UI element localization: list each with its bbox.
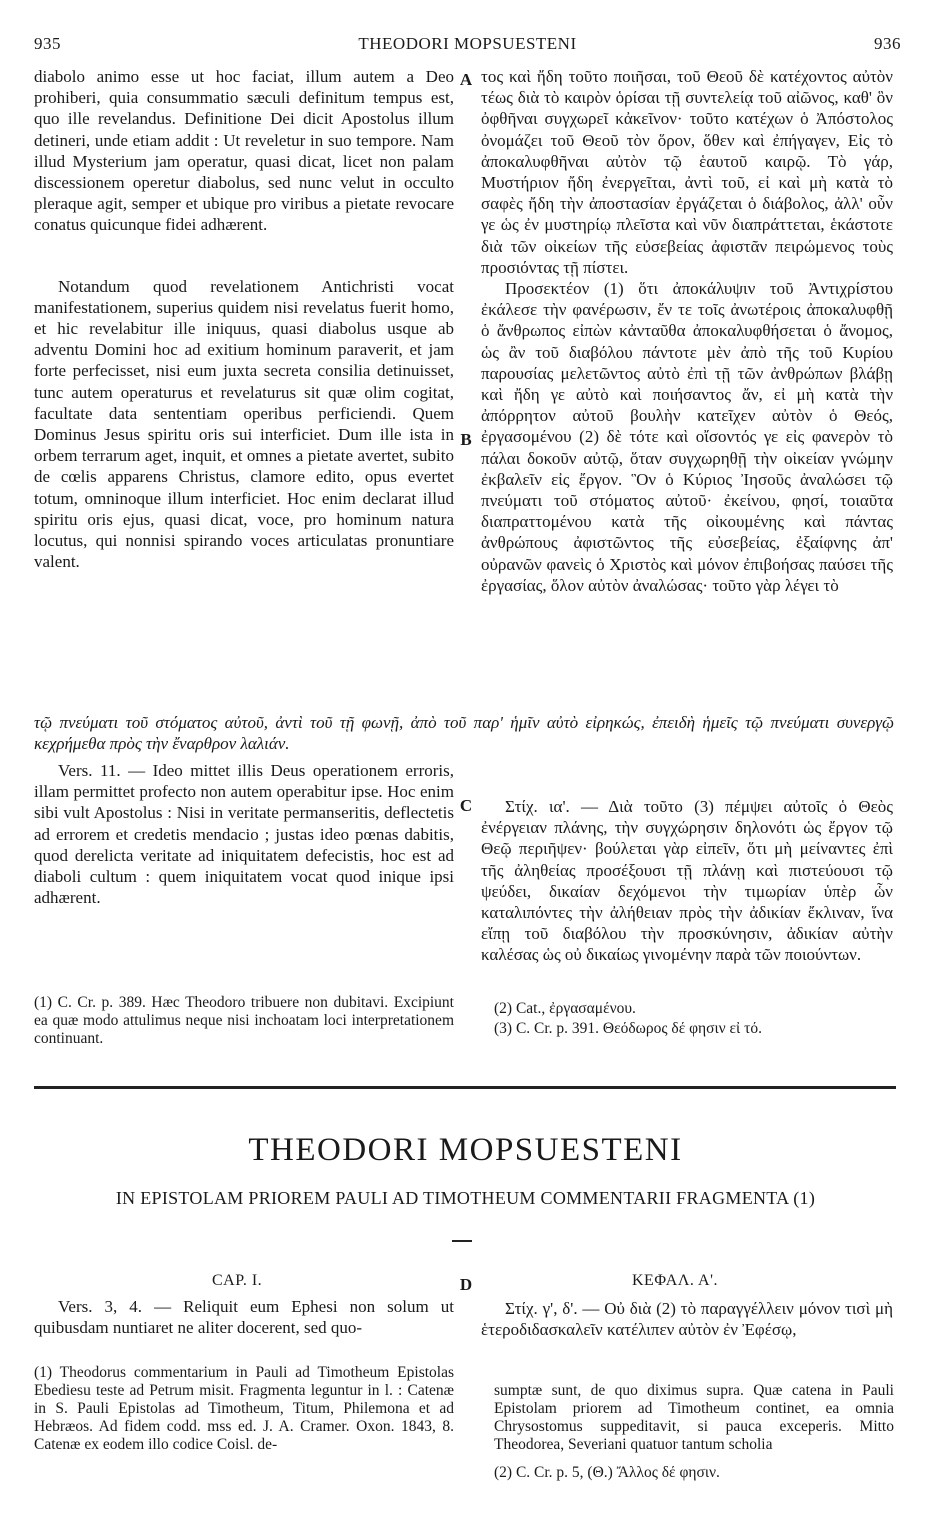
latin-verse-3-4: Vers. 3, 4. — Reliquit eum Ephesi non solum ut quibusdam nuntiaret ne aliter docerent, sed quo- (34, 1297, 454, 1338)
section-title: THEODORI MOPSUESTENI (248, 1132, 683, 1168)
greek-column-top (481, 66, 893, 596)
greek-spanning-lines: τῷ πνεύματι τοῦ στόματος αὐτοῦ, ἀντὶ τοῦ τῇ φωνῇ, ἀπὸ τοῦ παρ' ἡμῖν αὐτὸ εἰρηκώς, ἐπειδὴ ἡμεῖς τῷ πνεύματι συνεργῷ κεχρήμεθα πρὸς τὴν ἔναρθρον λαλιάν. (34, 713, 894, 754)
footnote-3-greek: (3) C. Cr. p. 391. Θεόδωρος δέ φησιν εἰ τό. (494, 1020, 762, 1037)
footnote-bottom-right: sumptæ sunt, de quo diximus supra. Quæ catena in Pauli Epistolam priorem ad Timotheum continet, ea omnia Chrysostomus suppeditavit, si pauca exceperis. Mitto Theodorea, Severiani quatuor tantum scholia (494, 1382, 894, 1453)
footnote-2-greek: (2) Cat., ἐργασαμένου. (494, 1000, 636, 1017)
latin-paragraph-2: Notandum quod revelationem Antichristi vocat manifestationem, superius quidem nisi revelatus fuerit homo, et hic revelabitur ille iniquus, quasi diabolus usque ab adventu Domini hoc ad exitium hominum paraverit, et jam forte perfecisset, nisi eum juxta secreta consilia detinuisset, tunc autem operaturus et revelaturus sit quæ olim cogitat, facultate data sententiam operibus perficiendi. Quem Dominus Jesus spiritu oris sui interficiet. Dum ille ista in orbem terrarum aget, inquit, et omnes a pietate avertet, subito de cœlis apparens Christus, clamore edito, opus evertet totum, omninoque illum interficiet. Hoc enim declarat illud spiritu oris ejus, quasi dicat, voce, pro hominum natura locutus, qui nonnisi spirando voces articulatas pronuntiare valent. (34, 276, 454, 572)
footnote-bottom-right-2: (2) C. Cr. p. 5, (Θ.) Ἄλλος δέ φησιν. (494, 1464, 720, 1481)
greek-paragraph-2: Προσεκτέον (1) ὅτι ἀποκάλυψιν τοῦ Ἀντιχρίστου ἐκάλεσε τὴν φανέρωσιν, ἔν τε τοῖς ἀνωτέροις ἀποκαλυφθῇ ὁ ἄνθρωπος εἰπὼν κἀνταῦθα ἀποκαλυφθήσεται ὁ ἄνομος, ὡς ἂν τοῦ διαβόλου πάντοτε μὲν ἀπὸ τῆς τοῦ Κυρίου παρουσίας μελετῶντος αὐτὸ ἐπὶ τῇ τῶν ἀνθρώπων βλάβῃ καὶ ἤδη γε αὐτὸ καὶ ποιήσαντος ἄν, εἰ μὴ κατὰ τὴν ἀπόρρητον αὐτοῦ βουλὴν κατεῖχεν αὐτὸν ὁ Θεός, ἐργασομένου (2) δὲ τότε καὶ οἴσοντός γε εἰς φανερὸν τὸ πάλαι δοκοῦν αὐτῷ, ὅταν συγχωρηθῇ τὴν οἰκείαν γνώμην ἐκβαλεῖν εἰς ἔργον. Ὃν ὁ Κύριος Ἰησοῦς ἀναλώσει τῷ πνεύματι τοῦ στόματος αὐτοῦ· ἐκείνου, φησί, τοιαῦτα διαπραττομένου κατὰ τῆς οἰκουμένης καὶ πάντας ἀνθρώπους ἀφιστῶντος τῆς εὐσεβείας, ἐξαίφνης ἀπ' οὐρανῶν φανεὶς ὁ Χριστὸς καὶ μόνον ἐπιβοήσας παύσει τῆς ἐργασίας, ὅλον αὐτὸν ἀναλώσας· τοῦτο γὰρ λέγει τὸ (481, 279, 893, 595)
greek-paragraph-3: Στίχ. ια'. — Διὰ τοῦτο (3) πέμψει αὐτοῖς ὁ Θεὸς ἐνέργειαν πλάνης, τὴν συγχώρησιν δηλονότι ὡς ἔργον τῷ Θεῷ περιῆψεν· βούλεται γὰρ εἰπεῖν, ὅτι μὴ μείναντες ἐπὶ τῆς ἀληθείας προσέξουσι τῇ πλάνῃ καὶ πιστεύουσι τῷ ψεύδει, δικαίαν δεχόμενοι τὴν τιμωρίαν ὑπὲρ ὧν καταλιπόντες τὴν ἀλήθειαν πρὸς τὴν ἀδικίαν ἔκλιναν, ἵνα εἴπῃ τοῦ διαβόλου τὴν προσκύνησιν, ἀδικίαν αὐτὴν καλέσας ὡς οὐ δικαίως γινομένην παρὰ τῶν ποιούντων. (481, 797, 893, 965)
footnote-1-latin: (1) C. Cr. p. 389. Hæc Theodoro tribuere non dubitavi. Excipiunt ea quæ modo attulimus neque nisi inchoatam loci interpretationem continuant. (34, 994, 454, 1047)
running-head (34, 34, 901, 58)
greek-column-bottom (481, 796, 893, 966)
latin-column-bottom (34, 760, 454, 908)
latin-column-top (34, 66, 454, 572)
latin-section-text (34, 1296, 454, 1338)
greek-paragraph-1: τος καὶ ἤδη τοῦτο ποιῆσαι, τοῦ Θεοῦ δὲ κατέχοντος αὐτὸν τέως διὰ τὸ καιρὸν ὁρίσαι τῇ συντελείᾳ τοῦ αἰῶνος, καθ' ὃν ὀφθῆναι συγχωρεῖ κἀκεῖνον· τοῦτο κατέχων ὁ Ἀπόστολος ὀνομάζει τοῦ Θεοῦ τὸν ὅρον, ὅθεν καὶ ἐπήγαγεν, Εἰς τὸ ἀποκαλυφθῆναι αὐτὸν τῷ ἑαυτοῦ καιρῷ. Τὸ γάρ, Μυστήριον ἤδη ἐνεργεῖται, ἀντὶ τοῦ, εἰ καὶ μὴ κατὰ τὸ σαφὲς ἤδη τὴν ἀποστασίαν ἐργάζεται ὁ διάβολος, ἀλλ' οὖν γε ὡς ἐν μυστηρίῳ πλεῖστα καὶ νῦν διαπράττεται, ἑκάστοτε διὰ τῶν οἰκείων τῆς εὐσεβείας ἀφιστᾶν πειρώμενος τοὺς προσιόντας τῇ πίστει. (481, 67, 893, 277)
latin-paragraph-3: Vers. 11. — Ideo mittet illis Deus operationem erroris, illam permittet profecto non autem operabitur ipse. Hoc enim sibi vult Apostolus : Nisi in veritate permanseritis, deflectetis ad errorem et credetis mendacio ; justas ideo pœnas dabitis, quod derelicta veritate ad iniquitatem defecistis, hoc est ad diaboli cultum : quem iniquitatem vocat quod inique ipsi adhærent. (34, 761, 454, 908)
column-marker-a: A (459, 70, 473, 89)
greek-verse-3-4: Στίχ. γ', δ'. — Οὐ διὰ (2) τὸ παραγγέλλειν μόνον τισὶ μὴ ἑτεροδιδασκαλεῖν κατέλιπεν αὐτὸν ἐν Ἐφέσῳ, (481, 1299, 893, 1340)
section-divider (34, 1086, 896, 1089)
chapter-heading-greek: ΚΕΦΑΛ. Α'. (632, 1272, 718, 1289)
greek-section-text (481, 1298, 893, 1340)
running-title: THEODORI MOPSUESTENI (358, 34, 577, 53)
column-marker-b: B (460, 430, 472, 449)
column-marker-d: D (459, 1275, 473, 1294)
latin-paragraph-1: diabolo animo esse ut hoc faciat, illum autem a Deo prohiberi, quia consummatio sæculi definitum tempus est, quo ille revelandus. Definitione Dei dicit Apostolus illum detineri, unde etiam addit : Ut reveletur in suo tempore. Nam illud Mysterium jam operatur, quasi dicat, licet non palam discessionem operetur diabolus, sed nunc velut in occulto pleraque agit, semper et ubique pro viribus a pietate revocare conatus quicunque fidei adhærent. (34, 67, 454, 235)
page-number-right: 936 (874, 34, 901, 53)
title-dash (452, 1240, 472, 1242)
footnote-bottom-left: (1) Theodorus commentarium in Pauli ad Timotheum Epistolas Ebediesu teste ad Petrum misit. Fragmenta leguntur in l. : Catenæ in S. Pauli Epistolas ad Timotheum, Titum, Philemona et ad Hebræos. Ad fidem codd. mss ed. J. A. Cramer. Oxon. 1843, 8. Catenæ ex eodem illo codice Coisl. de- (34, 1364, 454, 1453)
section-subtitle: IN EPISTOLAM PRIOREM PAULI AD TIMOTHEUM COMMENTARII FRAGMENTA (1) (115, 1188, 816, 1208)
chapter-heading-latin: CAP. I. (212, 1272, 263, 1289)
page-number-left: 935 (34, 34, 61, 53)
column-marker-c: C (459, 796, 473, 815)
